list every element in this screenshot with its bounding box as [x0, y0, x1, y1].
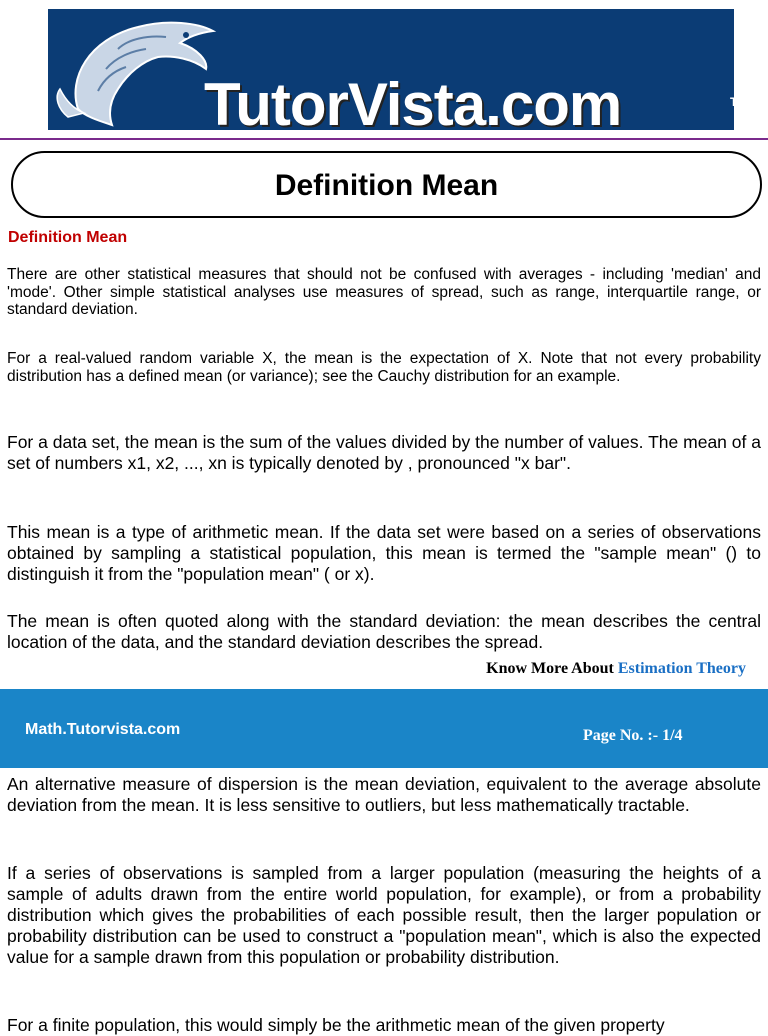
- logo-trademark: TM: [730, 95, 748, 109]
- page-title: Definition Mean: [274, 169, 499, 202]
- section-heading: Definition Mean: [8, 229, 128, 246]
- paragraph-7: If a series of observations is sampled from a larger population (measuring the heights of a sample of adults drawn from the entire world population, for example), or from a probability distribution which gives the probabilities of each possible result, then the larger population or probability distribution can be used to construct a "population mean", which is also the expected value for a sample drawn from this population or probability distribution.: [7, 863, 761, 967]
- logo-text: TutorVista.com: [204, 71, 622, 138]
- header-divider: [0, 138, 768, 140]
- paragraph-6: An alternative measure of dispersion is the mean deviation, equivalent to the average absolute deviation from the mean. It is less sensitive to outliers, but less mathematically tractable.: [7, 774, 761, 815]
- title-banner: [11, 151, 762, 218]
- paragraph-1: There are other statistical measures that should not be confused with averages - including 'median' and 'mode'. Other simple statistical analyses use measures of spread, such as range, interquartile range, or standard deviation.: [7, 266, 761, 318]
- paragraph-2: For a real-valued random variable X, the mean is the expectation of X. Note that not every probability distribution has a defined mean (or variance); see the Cauchy distribution for an example.: [7, 350, 761, 385]
- paragraph-4: This mean is a type of arithmetic mean. If the data set were based on a series of observations obtained by sampling a statistical population, this mean is termed the "sample mean" () to distinguish it from the "population mean" ( or x).: [7, 522, 761, 584]
- estimation-theory-link[interactable]: Estimation Theory: [617, 660, 746, 677]
- footer-site-link[interactable]: Math.Tutorvista.com: [25, 721, 181, 738]
- know-more-line: [486, 660, 746, 678]
- know-more-prefix: Know More About: [486, 660, 614, 677]
- paragraph-5: The mean is often quoted along with the standard deviation: the mean describes the central location of the data, and the standard deviation describes the spread.: [7, 611, 761, 652]
- paragraph-3: For a data set, the mean is the sum of the values divided by the number of values. The mean of a set of numbers x1, x2, ..., xn is typically denoted by , pronounced "x bar".: [7, 432, 761, 473]
- paragraph-8: For a finite population, this would simply be the arithmetic mean of the given property: [7, 1015, 665, 1035]
- footer-bar: [0, 689, 768, 768]
- tutorvista-logo[interactable]: [48, 9, 748, 138]
- dolphin-icon: [48, 9, 218, 130]
- page-number: Page No. :- 1/4: [583, 727, 683, 744]
